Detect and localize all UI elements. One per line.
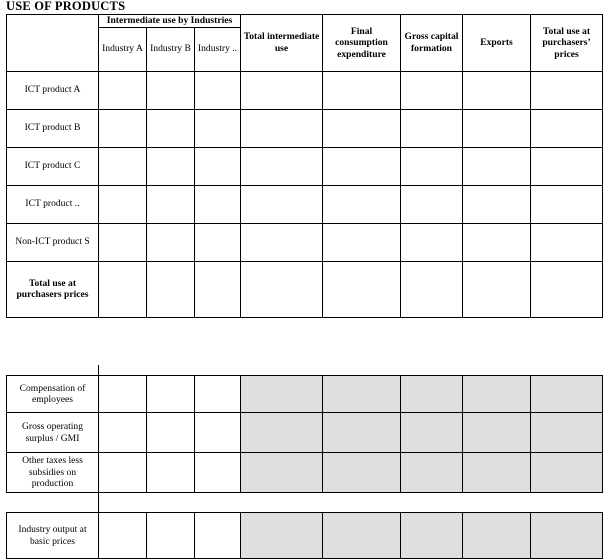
row-label-ict-product-a: ICT product A xyxy=(7,71,99,109)
table-row xyxy=(7,109,603,147)
header-industry-b: Industry B xyxy=(147,27,195,71)
cell-gos-gross-capital-formation xyxy=(401,413,463,453)
cell-ict-other-exports[interactable] xyxy=(463,185,531,223)
cell-othertaxes-gross-capital-formation xyxy=(401,453,463,493)
cell-ict-a-gross-capital-formation[interactable] xyxy=(401,71,463,109)
page-title: USE OF PRODUCTS xyxy=(6,0,126,13)
cell-ict-a-industry-b[interactable] xyxy=(147,71,195,109)
table-row xyxy=(7,513,603,559)
spacer-rule-lower xyxy=(98,492,99,512)
cell-ict-b-total-intermediate-use[interactable] xyxy=(241,109,323,147)
cell-ict-c-industry-a[interactable] xyxy=(99,147,147,185)
cell-ict-c-gross-capital-formation[interactable] xyxy=(401,147,463,185)
table-row xyxy=(7,147,603,185)
cell-ict-other-industry-other[interactable] xyxy=(195,185,241,223)
cell-ict-a-final-consumption[interactable] xyxy=(323,71,401,109)
cell-ict-b-industry-a[interactable] xyxy=(99,109,147,147)
cell-ict-b-industry-other[interactable] xyxy=(195,109,241,147)
cell-nonict-s-industry-b[interactable] xyxy=(147,223,195,261)
cell-ict-c-total-intermediate-use[interactable] xyxy=(241,147,323,185)
cell-compensation-exports xyxy=(463,376,531,413)
cell-total-total-use[interactable] xyxy=(531,261,603,317)
cell-total-industry-other[interactable] xyxy=(195,261,241,317)
cell-total-exports[interactable] xyxy=(463,261,531,317)
cell-ict-other-industry-b[interactable] xyxy=(147,185,195,223)
row-label-gross-operating-surplus: Gross operating surplus / GMI xyxy=(7,413,99,453)
cell-ict-other-final-consumption[interactable] xyxy=(323,185,401,223)
cell-compensation-industry-b[interactable] xyxy=(147,376,195,413)
cell-output-industry-a[interactable] xyxy=(99,513,147,559)
cell-compensation-final-consumption xyxy=(323,376,401,413)
row-label-total-use-at-purchasers-prices: Total use at purchasers prices xyxy=(7,261,99,317)
cell-othertaxes-exports xyxy=(463,453,531,493)
cell-compensation-gross-capital-formation xyxy=(401,376,463,413)
header-total-use-at-purchasers-prices: Total use at purchasers’ prices xyxy=(531,15,603,72)
row-label-ict-product-other: ICT product .. xyxy=(7,185,99,223)
cell-othertaxes-industry-a[interactable] xyxy=(99,453,147,493)
header-industry-other: Industry .. xyxy=(195,27,241,71)
cell-output-total-intermediate-use xyxy=(241,513,323,559)
cell-othertaxes-final-consumption xyxy=(323,453,401,493)
header-total-intermediate-use: Total intermediate use xyxy=(241,15,323,72)
cell-gos-exports xyxy=(463,413,531,453)
cell-total-industry-a[interactable] xyxy=(99,261,147,317)
cell-ict-c-industry-other[interactable] xyxy=(195,147,241,185)
row-label-ict-product-c: ICT product C xyxy=(7,147,99,185)
table-row xyxy=(7,376,603,413)
cell-ict-a-industry-other[interactable] xyxy=(195,71,241,109)
cell-gos-total-intermediate-use xyxy=(241,413,323,453)
table-row xyxy=(7,223,603,261)
table-header-group-row xyxy=(7,15,603,28)
cell-gos-industry-other[interactable] xyxy=(195,413,241,453)
cell-nonict-s-total-intermediate-use[interactable] xyxy=(241,223,323,261)
cell-nonict-s-gross-capital-formation[interactable] xyxy=(401,223,463,261)
cell-ict-other-industry-a[interactable] xyxy=(99,185,147,223)
cell-ict-c-total-use[interactable] xyxy=(531,147,603,185)
cell-ict-other-gross-capital-formation[interactable] xyxy=(401,185,463,223)
row-label-industry-output-at-basic-prices: Industry output at basic prices xyxy=(7,513,99,559)
cell-othertaxes-industry-b[interactable] xyxy=(147,453,195,493)
cell-ict-b-final-consumption[interactable] xyxy=(323,109,401,147)
cell-compensation-industry-a[interactable] xyxy=(99,376,147,413)
cell-othertaxes-total-use xyxy=(531,453,603,493)
cell-ict-other-total-intermediate-use[interactable] xyxy=(241,185,323,223)
cell-output-industry-other[interactable] xyxy=(195,513,241,559)
cell-nonict-s-exports[interactable] xyxy=(463,223,531,261)
cell-ict-c-industry-b[interactable] xyxy=(147,147,195,185)
cell-ict-b-gross-capital-formation[interactable] xyxy=(401,109,463,147)
cell-output-total-use xyxy=(531,513,603,559)
row-label-compensation-of-employees: Compensation of employees xyxy=(7,376,99,413)
value-added-table xyxy=(6,375,603,493)
table-row xyxy=(7,453,603,493)
cell-output-gross-capital-formation xyxy=(401,513,463,559)
table-row-total xyxy=(7,261,603,317)
cell-ict-other-total-use[interactable] xyxy=(531,185,603,223)
cell-ict-c-final-consumption[interactable] xyxy=(323,147,401,185)
cell-ict-b-industry-b[interactable] xyxy=(147,109,195,147)
cell-ict-b-exports[interactable] xyxy=(463,109,531,147)
table-row xyxy=(7,71,603,109)
cell-nonict-s-industry-other[interactable] xyxy=(195,223,241,261)
cell-gos-total-use xyxy=(531,413,603,453)
cell-total-final-consumption[interactable] xyxy=(323,261,401,317)
cell-ict-c-exports[interactable] xyxy=(463,147,531,185)
cell-output-final-consumption xyxy=(323,513,401,559)
header-final-consumption-expenditure: Final consumption expenditure xyxy=(323,15,401,72)
cell-total-total-intermediate-use[interactable] xyxy=(241,261,323,317)
cell-gos-industry-a[interactable] xyxy=(99,413,147,453)
header-industry-a: Industry A xyxy=(99,27,147,71)
cell-nonict-s-final-consumption[interactable] xyxy=(323,223,401,261)
cell-compensation-total-intermediate-use xyxy=(241,376,323,413)
row-label-other-taxes-less-subsidies: Other taxes less subsidies on production xyxy=(7,453,99,493)
table-row xyxy=(7,185,603,223)
table-row xyxy=(7,413,603,453)
cell-output-industry-b[interactable] xyxy=(147,513,195,559)
cell-ict-b-total-use[interactable] xyxy=(531,109,603,147)
header-gross-capital-formation: Gross capital formation xyxy=(401,15,463,72)
cell-nonict-s-industry-a[interactable] xyxy=(99,223,147,261)
cell-nonict-s-total-use[interactable] xyxy=(531,223,603,261)
header-exports: Exports xyxy=(463,15,531,72)
cell-ict-a-industry-a[interactable] xyxy=(99,71,147,109)
row-label-ict-product-b: ICT product B xyxy=(7,109,99,147)
cell-othertaxes-industry-other[interactable] xyxy=(195,453,241,493)
cell-gos-final-consumption xyxy=(323,413,401,453)
cell-ict-a-total-intermediate-use[interactable] xyxy=(241,71,323,109)
cell-compensation-industry-other[interactable] xyxy=(195,376,241,413)
cell-ict-a-exports[interactable] xyxy=(463,71,531,109)
cell-total-gross-capital-formation[interactable] xyxy=(401,261,463,317)
header-intermediate-use-by-industries: Intermediate use by Industries xyxy=(99,15,241,28)
cell-othertaxes-total-intermediate-use xyxy=(241,453,323,493)
row-label-non-ict-product-s: Non-ICT product S xyxy=(7,223,99,261)
cell-ict-a-total-use[interactable] xyxy=(531,71,603,109)
cell-total-industry-b[interactable] xyxy=(147,261,195,317)
spacer-rule-upper xyxy=(98,365,99,375)
cell-output-exports xyxy=(463,513,531,559)
cell-gos-industry-b[interactable] xyxy=(147,413,195,453)
header-corner-cell xyxy=(7,15,99,72)
use-of-products-table xyxy=(6,14,603,318)
cell-compensation-total-use xyxy=(531,376,603,413)
industry-output-table xyxy=(6,512,603,559)
